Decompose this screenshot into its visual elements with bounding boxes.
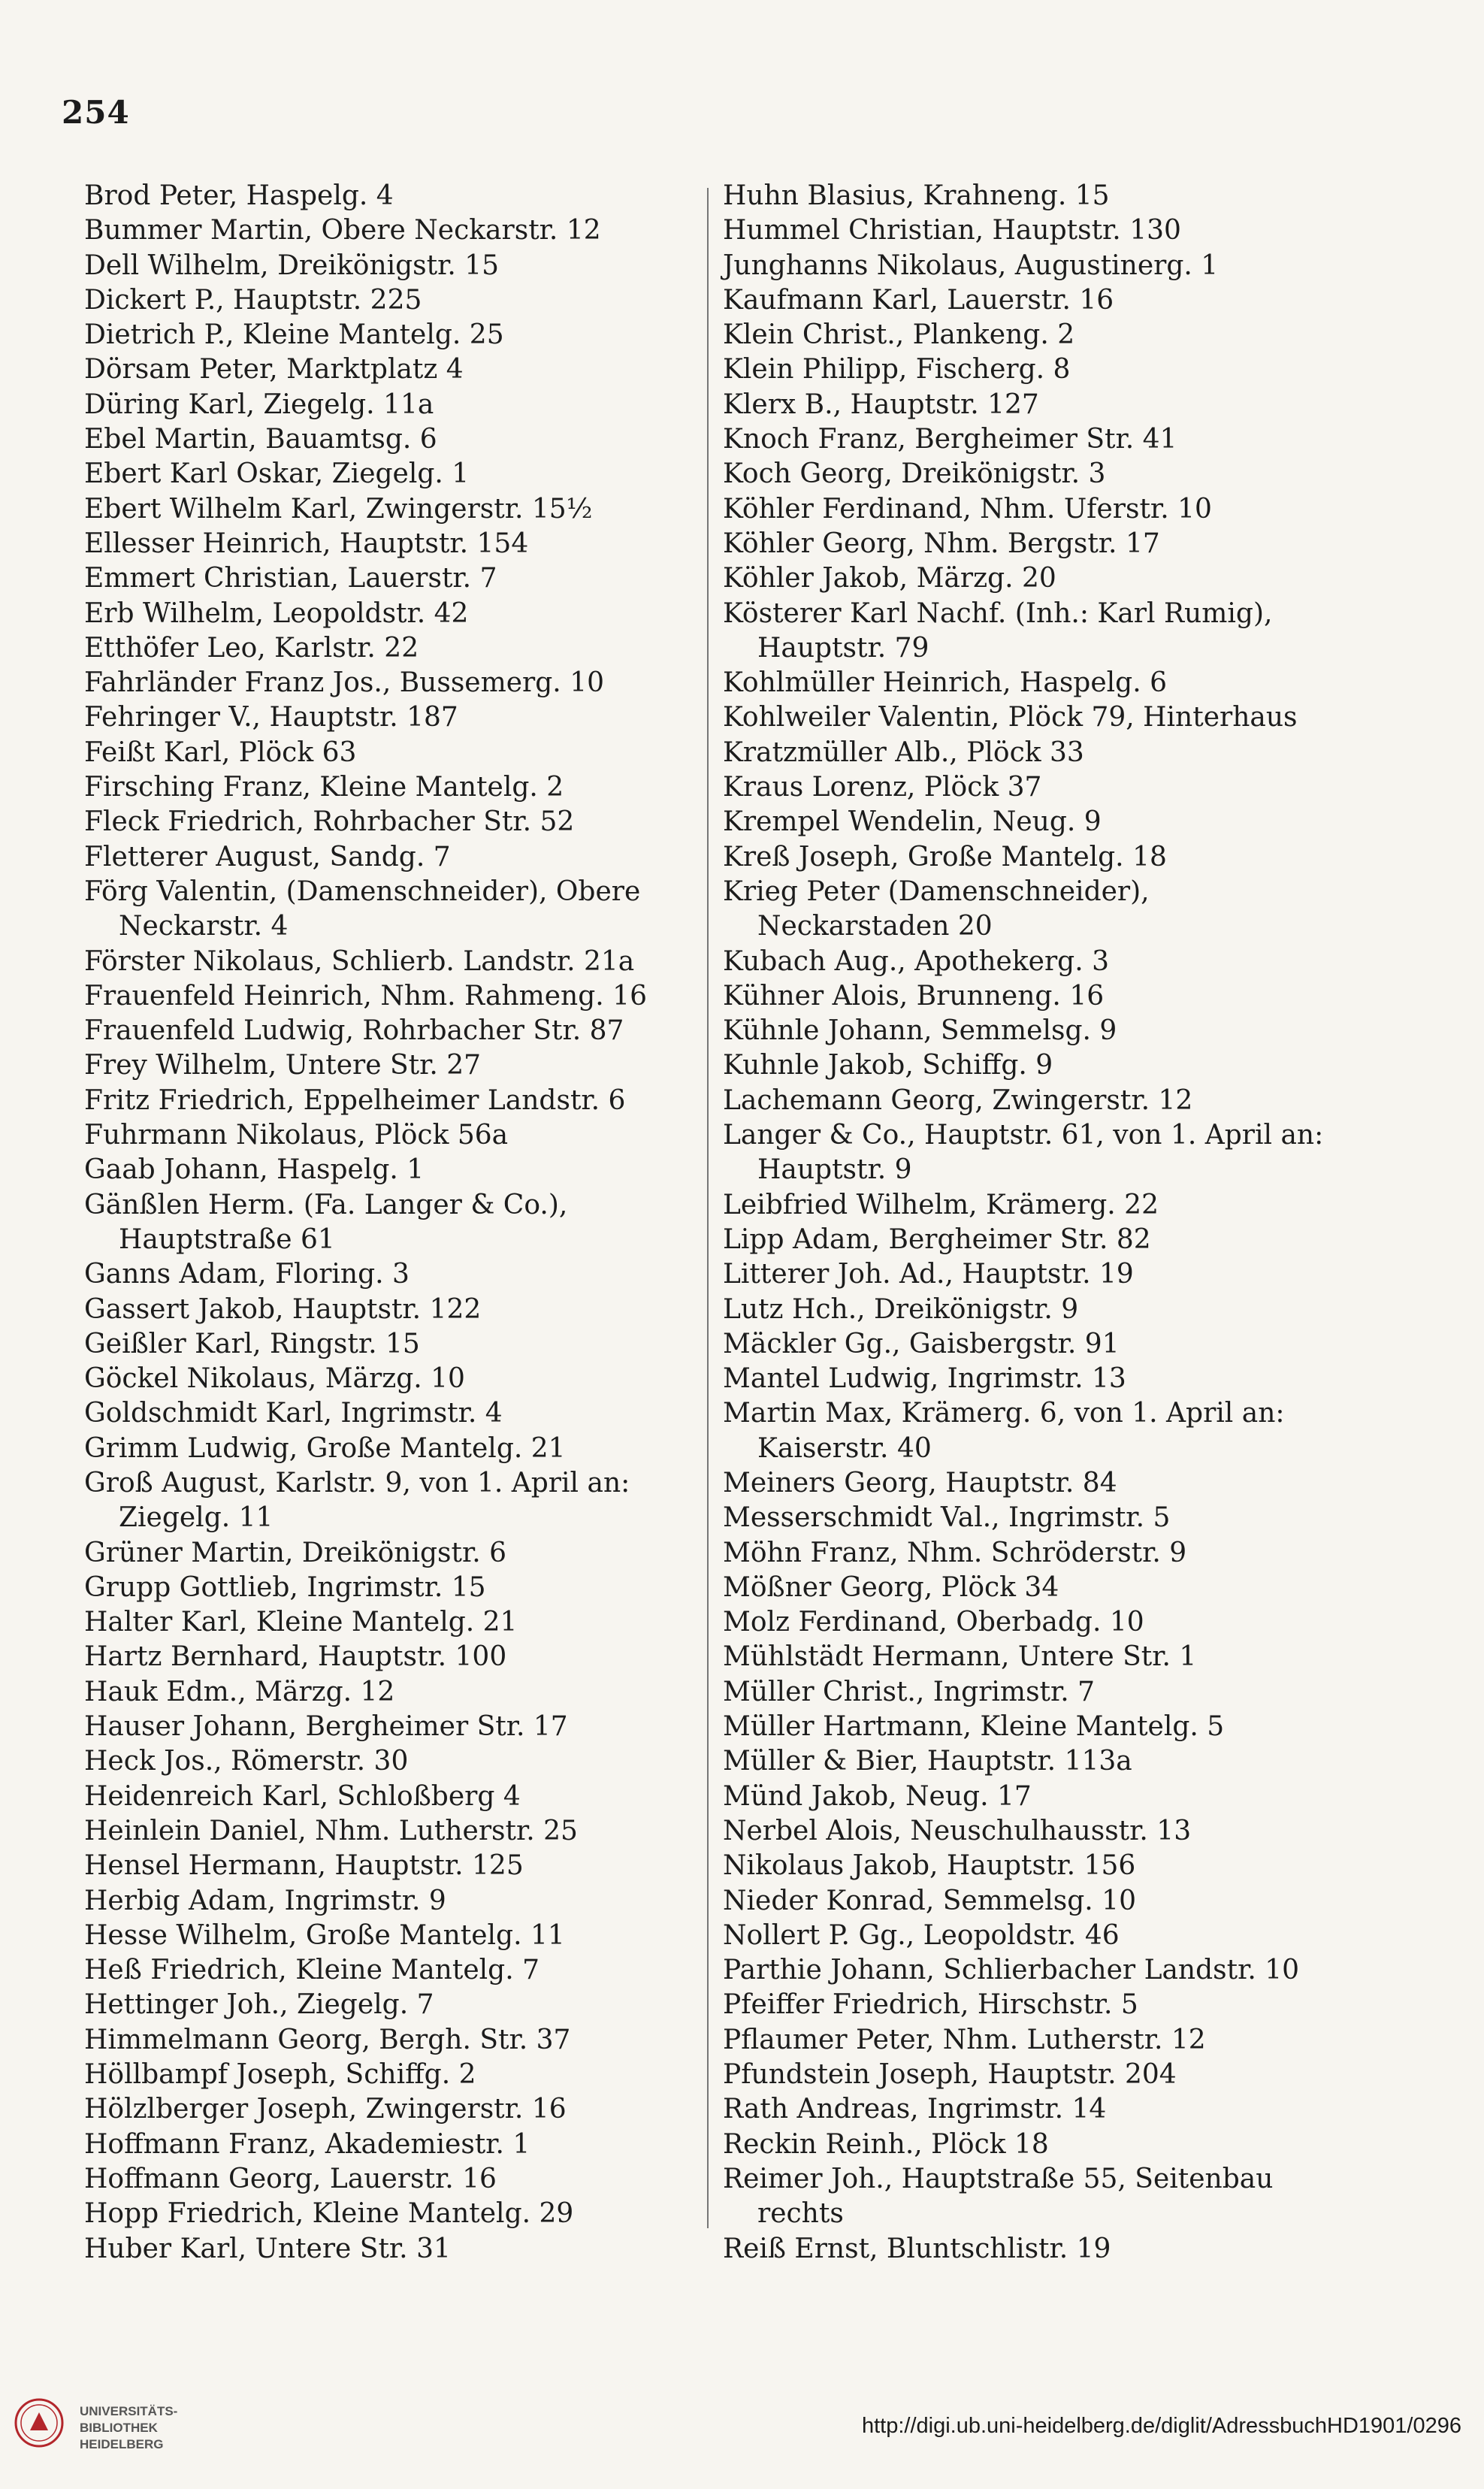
directory-entry: Klein Christ., Plankeng. 2 bbox=[723, 319, 1075, 351]
directory-entry: Pflaumer Peter, Nhm. Lutherstr. 12 bbox=[723, 2024, 1206, 2055]
directory-entry: Frauenfeld Heinrich, Nhm. Rahmeng. 16 bbox=[84, 980, 647, 1012]
directory-entry: Müller Christ., Ingrimstr. 7 bbox=[723, 1676, 1096, 1707]
directory-entry: Grimm Ludwig, Große Mantelg. 21 bbox=[84, 1432, 566, 1464]
library-line-3: HEIDELBERG bbox=[80, 2437, 164, 2451]
directory-entry: Junghanns Nikolaus, Augustinerg. 1 bbox=[723, 250, 1219, 281]
directory-entry: Reiß Ernst, Bluntschlistr. 19 bbox=[723, 2233, 1111, 2264]
directory-entry: Krempel Wendelin, Neug. 9 bbox=[723, 806, 1102, 838]
library-line-1: UNIVERSITÄTS- bbox=[80, 2404, 178, 2418]
directory-entry: Kratzmüller Alb., Plöck 33 bbox=[723, 736, 1084, 768]
directory-entry: Frauenfeld Ludwig, Rohrbacher Str. 87 bbox=[84, 1015, 624, 1047]
directory-entry: Pfundstein Joseph, Hauptstr. 204 bbox=[723, 2059, 1177, 2091]
directory-entry: Kohlmüller Heinrich, Haspelg. 6 bbox=[723, 667, 1167, 699]
directory-entry: Ganns Adam, Floring. 3 bbox=[84, 1259, 410, 1290]
directory-entry: Fritz Friedrich, Eppelheimer Landstr. 6 bbox=[84, 1084, 626, 1116]
directory-entry: Martin Max, Krämerg. 6, von 1. April an: Kaiserstr. 40 bbox=[723, 1398, 1285, 1464]
directory-entry: Ebel Martin, Bauamtsg. 6 bbox=[84, 424, 437, 455]
directory-entry: Kösterer Karl Nachf. (Inh.: Karl Rumig), Hauptstr. 79 bbox=[723, 597, 1273, 664]
directory-entry: Gaab Johann, Haspelg. 1 bbox=[84, 1154, 425, 1186]
directory-entry: Kreß Joseph, Große Mantelg. 18 bbox=[723, 841, 1167, 873]
directory-entry: Groß August, Karlstr. 9, von 1. April an: Ziegelg. 11 bbox=[84, 1467, 630, 1534]
directory-entry: Parthie Johann, Schlierbacher Landstr. 10 bbox=[723, 1955, 1300, 1986]
directory-entry: Meiners Georg, Hauptstr. 84 bbox=[723, 1467, 1117, 1499]
directory-entry: Köhler Ferdinand, Nhm. Uferstr. 10 bbox=[723, 493, 1212, 525]
directory-entry: Müller Hartmann, Kleine Mantelg. 5 bbox=[723, 1711, 1225, 1743]
library-line-2: BIBLIOTHEK bbox=[80, 2421, 158, 2435]
column-divider bbox=[707, 188, 709, 2228]
directory-entry: Grupp Gottlieb, Ingrimstr. 15 bbox=[84, 1571, 486, 1603]
directory-entry: Hölzlberger Joseph, Zwingerstr. 16 bbox=[84, 2094, 567, 2125]
directory-entry: Hauk Edm., Märzg. 12 bbox=[84, 1676, 395, 1707]
directory-entry: Reckin Reinh., Plöck 18 bbox=[723, 2128, 1049, 2160]
directory-entry: Fletterer August, Sandg. 7 bbox=[84, 841, 451, 873]
directory-entry: Mößner Georg, Plöck 34 bbox=[723, 1571, 1059, 1603]
directory-entry: Gassert Jakob, Hauptstr. 122 bbox=[84, 1293, 482, 1325]
directory-entry: Litterer Joh. Ad., Hauptstr. 19 bbox=[723, 1259, 1134, 1290]
directory-entry: Hensel Hermann, Hauptstr. 125 bbox=[84, 1850, 524, 1882]
directory-entry: Nerbel Alois, Neuschulhausstr. 13 bbox=[723, 1815, 1192, 1846]
directory-entry: Fuhrmann Nikolaus, Plöck 56a bbox=[84, 1120, 509, 1151]
directory-entry: Firsching Franz, Kleine Mantelg. 2 bbox=[84, 772, 564, 803]
directory-entry: Brod Peter, Haspelg. 4 bbox=[84, 180, 394, 211]
directory-entry: Göckel Nikolaus, Märzg. 10 bbox=[84, 1363, 465, 1395]
directory-entry: Kühner Alois, Brunneng. 16 bbox=[723, 980, 1105, 1012]
directory-entry: Lipp Adam, Bergheimer Str. 82 bbox=[723, 1223, 1151, 1255]
library-label bbox=[80, 2403, 177, 2453]
directory-entry: Gänßlen Herm. (Fa. Langer & Co.), Hauptstraße 61 bbox=[84, 1189, 568, 1255]
directory-entry: Hummel Christian, Hauptstr. 130 bbox=[723, 215, 1181, 246]
directory-entry: Hoffmann Franz, Akademiestr. 1 bbox=[84, 2128, 530, 2160]
directory-entry: Nollert P. Gg., Leopoldstr. 46 bbox=[723, 1919, 1120, 1951]
directory-entry: Lutz Hch., Dreikönigstr. 9 bbox=[723, 1293, 1079, 1325]
directory-entry: Pfeiffer Friedrich, Hirschstr. 5 bbox=[723, 1989, 1138, 2021]
directory-entry: Heidenreich Karl, Schloßberg 4 bbox=[84, 1780, 521, 1812]
directory-entry: Grüner Martin, Dreikönigstr. 6 bbox=[84, 1537, 506, 1568]
directory-entry: Düring Karl, Ziegelg. 11a bbox=[84, 389, 434, 420]
directory-entry: Erb Wilhelm, Leopoldstr. 42 bbox=[84, 597, 469, 629]
directory-entry: Koch Georg, Dreikönigstr. 3 bbox=[723, 458, 1106, 490]
directory-entry: Leibfried Wilhelm, Krämerg. 22 bbox=[723, 1189, 1159, 1220]
directory-entry: Fleck Friedrich, Rohrbacher Str. 52 bbox=[84, 806, 575, 838]
directory-entry: Mantel Ludwig, Ingrimstr. 13 bbox=[723, 1363, 1126, 1395]
directory-entry: Goldschmidt Karl, Ingrimstr. 4 bbox=[84, 1398, 503, 1429]
directory-entry: Ebert Wilhelm Karl, Zwingerstr. 15½ bbox=[84, 493, 593, 525]
directory-entry: Heck Jos., Römerstr. 30 bbox=[84, 1746, 409, 1777]
right-column bbox=[723, 179, 1346, 2267]
directory-entry: Langer & Co., Hauptstr. 61, von 1. April an: Hauptstr. 9 bbox=[723, 1120, 1324, 1186]
directory-entry: Kraus Lorenz, Plöck 37 bbox=[723, 772, 1042, 803]
directory-entry: Frey Wilhelm, Untere Str. 27 bbox=[84, 1050, 482, 1081]
directory-entry: Kaufmann Karl, Lauerstr. 16 bbox=[723, 284, 1114, 316]
directory-entry: Hesse Wilhelm, Große Mantelg. 11 bbox=[84, 1919, 565, 1951]
directory-entry: Lachemann Georg, Zwingerstr. 12 bbox=[723, 1084, 1193, 1116]
directory-entry: Hauser Johann, Bergheimer Str. 17 bbox=[84, 1711, 568, 1743]
directory-entry: Geißler Karl, Ringstr. 15 bbox=[84, 1328, 420, 1359]
directory-entry: Ellesser Heinrich, Hauptstr. 154 bbox=[84, 528, 529, 559]
directory-entry: Mühlstädt Hermann, Untere Str. 1 bbox=[723, 1641, 1197, 1673]
directory-entry: Hartz Bernhard, Hauptstr. 100 bbox=[84, 1641, 507, 1673]
directory-entry: Himmelmann Georg, Bergh. Str. 37 bbox=[84, 2024, 571, 2055]
university-seal-icon bbox=[14, 2397, 65, 2448]
directory-entry: Ebert Karl Oskar, Ziegelg. 1 bbox=[84, 458, 470, 490]
directory-entry: Hopp Friedrich, Kleine Mantelg. 29 bbox=[84, 2198, 574, 2230]
directory-entry: Kohlweiler Valentin, Plöck 79, Hinterhaus bbox=[723, 702, 1298, 733]
source-url-link[interactable]: http://digi.ub.uni-heidelberg.de/diglit/AdressbuchHD1901/0296 bbox=[861, 2414, 1461, 2438]
directory-entry: Molz Ferdinand, Oberbadg. 10 bbox=[723, 1607, 1144, 1638]
directory-entry: Heß Friedrich, Kleine Mantelg. 7 bbox=[84, 1955, 539, 1986]
directory-entry: Fahrländer Franz Jos., Bussemerg. 10 bbox=[84, 667, 604, 699]
directory-entry: Förster Nikolaus, Schlierb. Landstr. 21a bbox=[84, 945, 635, 977]
directory-entry: Dietrich P., Kleine Mantelg. 25 bbox=[84, 319, 504, 351]
directory-entry: Dickert P., Hauptstr. 225 bbox=[84, 284, 422, 316]
directory-entry: Etthöfer Leo, Karlstr. 22 bbox=[84, 632, 419, 664]
directory-entry: Klein Philipp, Fischerg. 8 bbox=[723, 354, 1071, 386]
directory-entry: Rath Andreas, Ingrimstr. 14 bbox=[723, 2094, 1107, 2125]
directory-entry: Köhler Jakob, Märzg. 20 bbox=[723, 563, 1056, 594]
directory-entry: Herbig Adam, Ingrimstr. 9 bbox=[84, 1885, 446, 1916]
directory-entry: Nikolaus Jakob, Hauptstr. 156 bbox=[723, 1850, 1136, 1882]
directory-entry: Möhn Franz, Nhm. Schröderstr. 9 bbox=[723, 1537, 1187, 1568]
directory-entry: Messerschmidt Val., Ingrimstr. 5 bbox=[723, 1502, 1171, 1534]
directory-entry: Förg Valentin, (Damenschneider), Obere Neckarstr. 4 bbox=[84, 876, 641, 942]
directory-entry: Höllbampf Joseph, Schiffg. 2 bbox=[84, 2059, 476, 2091]
directory-entry: Münd Jakob, Neug. 17 bbox=[723, 1780, 1032, 1812]
directory-entry: Mäckler Gg., Gaisbergstr. 91 bbox=[723, 1328, 1120, 1359]
directory-entry: Huber Karl, Untere Str. 31 bbox=[84, 2233, 451, 2264]
directory-entry: Dörsam Peter, Marktplatz 4 bbox=[84, 354, 464, 386]
directory-entry: Fehringer V., Hauptstr. 187 bbox=[84, 702, 458, 733]
directory-entry: Heinlein Daniel, Nhm. Lutherstr. 25 bbox=[84, 1815, 578, 1846]
directory-entry: Hoffmann Georg, Lauerstr. 16 bbox=[84, 2163, 497, 2194]
directory-entry: Köhler Georg, Nhm. Bergstr. 17 bbox=[723, 528, 1160, 559]
directory-entry: Dell Wilhelm, Dreikönigstr. 15 bbox=[84, 250, 500, 281]
directory-entry: Bummer Martin, Obere Neckarstr. 12 bbox=[84, 215, 601, 246]
directory-entry: Emmert Christian, Lauerstr. 7 bbox=[84, 563, 497, 594]
directory-entry: Knoch Franz, Bergheimer Str. 41 bbox=[723, 424, 1177, 455]
directory-entry: Huhn Blasius, Krahneng. 15 bbox=[723, 180, 1110, 211]
directory-entry: Kubach Aug., Apothekerg. 3 bbox=[723, 945, 1109, 977]
directory-entry: Kühnle Johann, Semmelsg. 9 bbox=[723, 1015, 1117, 1047]
directory-entry: Reimer Joh., Hauptstraße 55, Seitenbau rechts bbox=[723, 2163, 1274, 2230]
directory-entry: Hettinger Joh., Ziegelg. 7 bbox=[84, 1989, 434, 2021]
page-number: 254 bbox=[62, 94, 130, 131]
directory-entry: Krieg Peter (Damenschneider), Neckarstaden 20 bbox=[723, 876, 1150, 942]
directory-entry: Kuhnle Jakob, Schiffg. 9 bbox=[723, 1050, 1053, 1081]
directory-entry: Nieder Konrad, Semmelsg. 10 bbox=[723, 1885, 1136, 1916]
directory-entry: Feißt Karl, Plöck 63 bbox=[84, 736, 357, 768]
directory-entry: Müller & Bier, Hauptstr. 113a bbox=[723, 1746, 1132, 1777]
left-column bbox=[84, 179, 708, 2267]
directory-entry: Klerx B., Hauptstr. 127 bbox=[723, 389, 1039, 420]
directory-entry: Halter Karl, Kleine Mantelg. 21 bbox=[84, 1607, 518, 1638]
